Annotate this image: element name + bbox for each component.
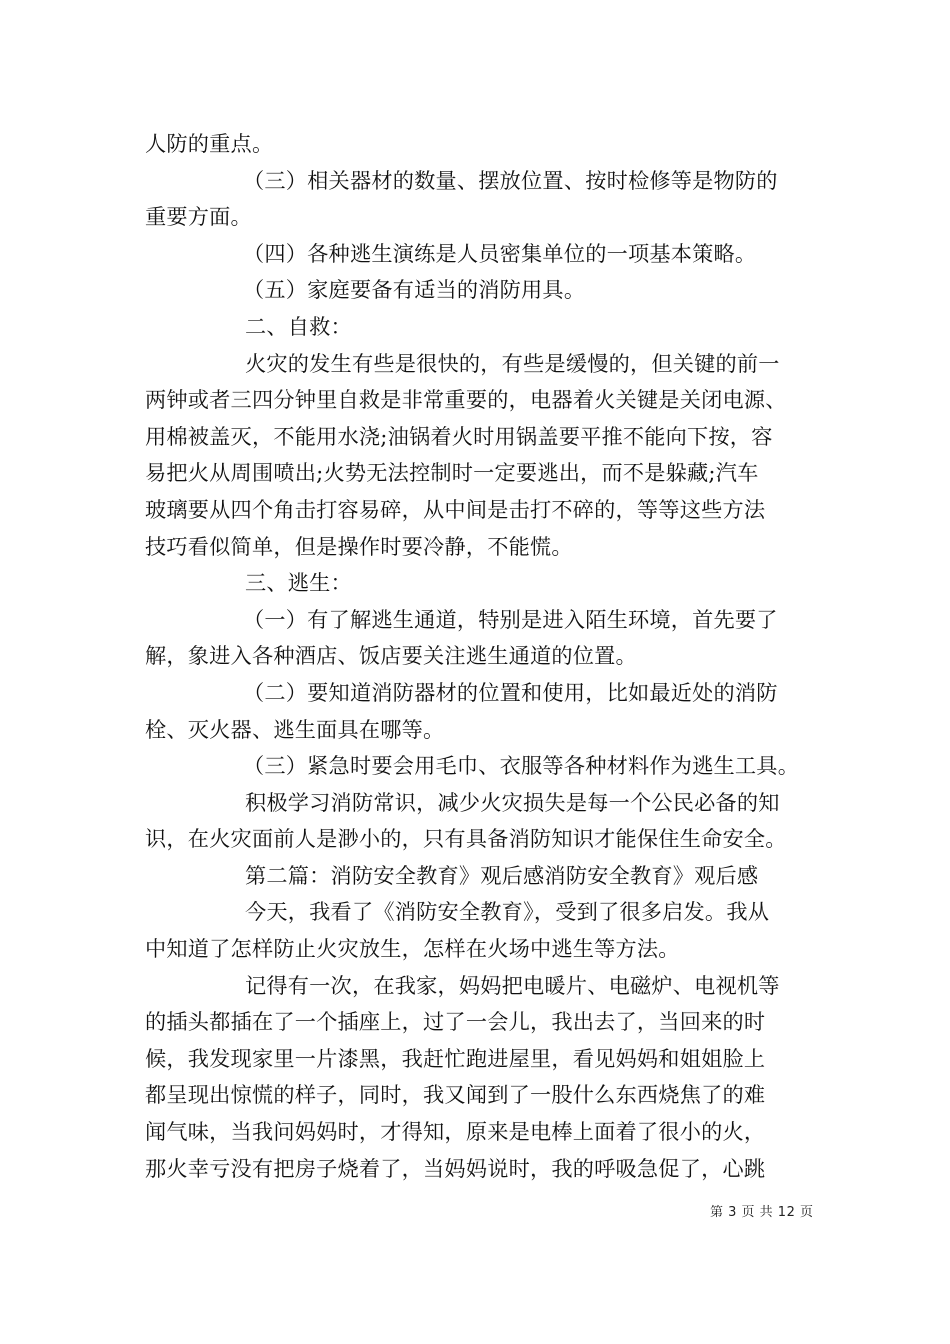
text-line: 重要方面。 bbox=[145, 204, 252, 230]
text-line: 栓、灭火器、逃生面具在哪等。 bbox=[145, 716, 445, 742]
text-line: 技巧看似简单，但是操作时要冷静，不能慌。 bbox=[145, 533, 573, 559]
text-line: 候，我发现家里一片漆黑，我赶忙跑进屋里，看见妈妈和姐姐脸上 bbox=[145, 1045, 766, 1071]
text-line: 人防的重点。 bbox=[145, 131, 274, 156]
section-heading: 第二篇：消防安全教育》观后感消防安全教育》观后感 bbox=[245, 862, 759, 888]
text-line: 今天，我看了《消防安全教育》，受到了很多启发。我从 bbox=[245, 899, 770, 925]
text-line: 那火幸亏没有把房子烧着了，当妈妈说时，我的呼吸急促了，心跳 bbox=[145, 1155, 766, 1181]
text-line: （一）有了解逃生通道，特别是进入陌生环境，首先要了 bbox=[243, 606, 778, 632]
document-body bbox=[145, 126, 815, 1187]
text-line: 解，象进入各种酒店、饭店要关注逃生通道的位置。 bbox=[145, 643, 637, 669]
text-line: （五）家庭要备有适当的消防用具。 bbox=[243, 277, 586, 303]
text-line: 易把火从周围喷出;火势无法控制时一定要逃出，而不是躲藏;汽车 bbox=[145, 460, 759, 486]
text-line: 积极学习消防常识，减少火灾损失是每一个公民必备的知 bbox=[245, 789, 780, 815]
section-heading: 三、逃生： bbox=[245, 570, 352, 596]
text-line: （三）紧急时要会用毛巾、衣服等各种材料作为逃生工具。 bbox=[243, 753, 800, 779]
text-line: 火灾的发生有些是很快的，有些是缓慢的，但关键的前一 bbox=[245, 350, 780, 376]
text-line: 识，在火灾面前人是渺小的，只有具备消防知识才能保住生命安全。 bbox=[145, 826, 787, 852]
text-line: 用棉被盖灭，不能用水浇;油锅着火时用锅盖要平推不能向下按，容 bbox=[145, 423, 773, 449]
text-line: 的插头都插在了一个插座上，过了一会儿，我出去了，当回来的时 bbox=[145, 1009, 766, 1035]
section-heading: 二、自救： bbox=[245, 313, 352, 339]
text-line: 玻璃要从四个角击打容易碎，从中间是击打不碎的，等等这些方法 bbox=[145, 496, 766, 522]
text-line: （二）要知道消防器材的位置和使用，比如最近处的消防 bbox=[243, 679, 778, 705]
text-line: 记得有一次，在我家，妈妈把电暖片、电磁炉、电视机等 bbox=[245, 972, 780, 998]
text-line: 闻气味，当我问妈妈时，才得知，原来是电棒上面着了很小的火， bbox=[145, 1119, 766, 1145]
text-line: （三）相关器材的数量、摆放位置、按时检修等是物防的 bbox=[243, 167, 778, 193]
text-line: 两钟或者三四分钟里自救是非常重要的，电器着火关键是关闭电源、 bbox=[145, 387, 787, 413]
text-line: 都呈现出惊慌的样子，同时，我又闻到了一股什么东西烧焦了的难 bbox=[145, 1082, 766, 1108]
page-number: 第 3 页 共 12 页 bbox=[710, 1205, 814, 1220]
text-line: （四）各种逃生演练是人员密集单位的一项基本策略。 bbox=[243, 240, 757, 266]
text-line: 中知道了怎样防止火灾放生，怎样在火场中逃生等方法。 bbox=[145, 936, 680, 962]
